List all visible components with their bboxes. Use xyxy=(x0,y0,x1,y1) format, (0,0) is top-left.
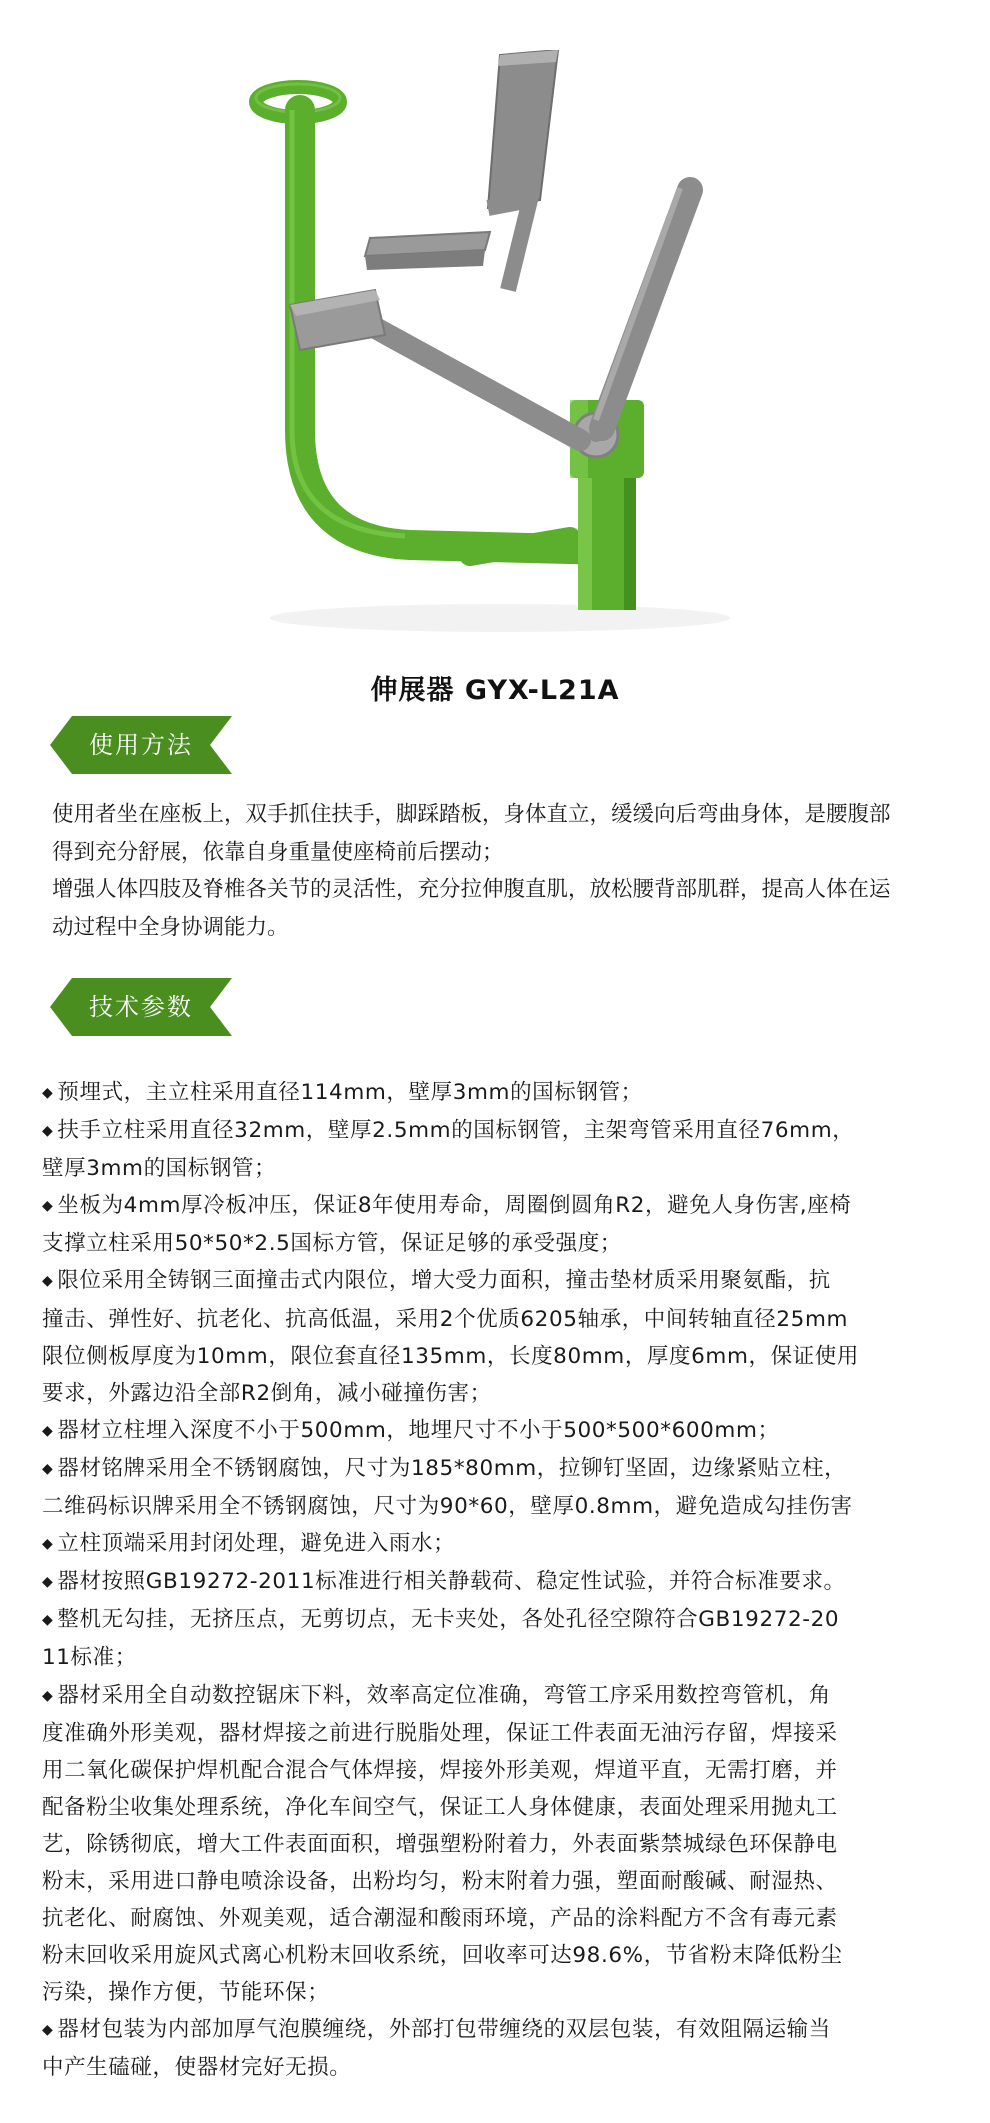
spec-line xyxy=(42,1639,962,1676)
spec-line xyxy=(42,1601,962,1639)
usage-line: 动过程中全身协调能力。 xyxy=(52,914,289,940)
bullet-icon: ◆ xyxy=(42,1574,54,1591)
spec-line xyxy=(42,1412,962,1450)
spec-line xyxy=(42,1563,962,1601)
spec-text: 艺，除锈彻底，增大工件表面面积，增强塑粉附着力，外表面紫禁城绿色环保静电 xyxy=(42,1831,838,1857)
bullet-icon: ◆ xyxy=(42,1536,54,1553)
spec-line xyxy=(42,1789,962,1826)
bullet-icon: ◆ xyxy=(42,1198,54,1215)
spec-text: 器材采用全自动数控锯床下料，效率高定位准确，弯管工序采用数控弯管机，角 xyxy=(57,1682,831,1708)
spec-line xyxy=(42,1900,962,1937)
spec-text: 限位侧板厚度为10mm，限位套直径135mm，长度80mm，厚度6mm，保证使用 xyxy=(42,1343,859,1369)
spec-text: 器材包装为内部加厚气泡膜缠绕，外部打包带缠绕的双层包装，有效阻隔运输当 xyxy=(57,2017,831,2043)
usage-line: 使用者坐在座板上，双手抓住扶手，脚踩踏板，身体直立，缓缓向后弯曲身体，是腰腹部 xyxy=(52,802,891,827)
spec-text: 器材铭牌采用全不锈钢腐蚀，尺寸为185*80mm，拉铆钉坚固，边缘紧贴立柱， xyxy=(57,1455,847,1481)
spec-line xyxy=(42,1863,962,1900)
spec-text: 坐板为4mm厚冷板冲压，保证8年使用寿命，周圈倒圆角R2，避免人身伤害,座椅 xyxy=(57,1193,852,1219)
specs-list xyxy=(42,1074,962,2087)
product-image xyxy=(240,50,760,640)
section-tab-specs xyxy=(50,978,232,1036)
spec-line xyxy=(42,1677,962,1715)
spec-text: 抗老化、耐腐蚀、外观美观，适合潮湿和酸雨环境，产品的涂料配方不含有毒元素 xyxy=(42,1906,838,1932)
spec-line xyxy=(42,1974,962,2011)
spec-line xyxy=(42,1450,962,1488)
bullet-icon: ◆ xyxy=(42,1460,54,1477)
spec-line xyxy=(42,1074,962,1112)
usage-line: 增强人体四肢及脊椎各关节的灵活性，充分拉伸腹直肌，放松腰背部肌群，提高人体在运 xyxy=(52,877,891,902)
spec-line xyxy=(42,1715,962,1752)
bullet-icon: ◆ xyxy=(42,2022,54,2039)
spec-line xyxy=(42,1826,962,1863)
spec-text: 配备粉尘收集处理系统，净化车间空气，保证工人身体健康，表面处理采用抛丸工 xyxy=(42,1794,838,1820)
spec-text: 用二氧化碳保护焊机配合混合气体焊接，焊接外形美观，焊道平直，无需打磨，并 xyxy=(42,1757,838,1783)
spec-line xyxy=(42,1112,962,1150)
spec-text: 中产生磕碰，使器材完好无损。 xyxy=(42,2055,352,2081)
backrest xyxy=(488,50,558,208)
usage-text xyxy=(52,796,952,946)
bullet-icon: ◆ xyxy=(42,1612,54,1629)
spec-text: 要求，外露边沿全部R2倒角，减小碰撞伤害； xyxy=(42,1380,492,1406)
spec-text: 器材按照GB19272-2011标准进行相关静载荷、稳定性试验，并符合标准要求。 xyxy=(57,1569,846,1595)
spec-line xyxy=(42,1225,962,1262)
spec-text: 立柱顶端采用封闭处理，避免进入雨水； xyxy=(57,1531,456,1557)
spec-line xyxy=(42,1150,962,1187)
spec-text: 二维码标识牌采用全不锈钢腐蚀，尺寸为90*60，壁厚0.8mm，避免造成勾挂伤害 xyxy=(42,1494,853,1520)
spec-line xyxy=(42,1338,962,1375)
spec-text: 粉末回收采用旋风式离心机粉末回收系统，回收率可达98.6%，节省粉末降低粉尘 xyxy=(42,1943,843,1969)
spec-line xyxy=(42,2011,962,2049)
spec-line xyxy=(42,1187,962,1225)
section-tab-usage xyxy=(50,716,232,774)
section-tab-label: 使用方法 xyxy=(89,731,193,759)
bullet-icon: ◆ xyxy=(42,1273,54,1290)
usage-line: 得到充分舒展，依靠自身重量使座椅前后摆动； xyxy=(52,839,504,865)
product-title: 伸展器 GYX-L21A xyxy=(370,675,620,706)
bullet-icon: ◆ xyxy=(42,1422,54,1439)
spec-line xyxy=(42,2049,962,2086)
spec-text: 污染，操作方便，节能环保； xyxy=(42,1980,330,2006)
bullet-icon: ◆ xyxy=(42,1687,54,1704)
spec-text: 壁厚3mm的国标钢管； xyxy=(42,1156,277,1182)
spec-line xyxy=(42,1488,962,1525)
spec-text: 扶手立柱采用直径32mm，壁厚2.5mm的国标钢管，主架弯管采用直径76mm， xyxy=(57,1118,855,1144)
spec-text: 限位采用全铸钢三面撞击式内限位，增大受力面积，撞击垫材质采用聚氨酯，抗 xyxy=(57,1268,831,1294)
bullet-icon: ◆ xyxy=(42,1123,54,1140)
spec-text: 度准确外形美观，器材焊接之前进行脱脂处理，保证工件表面无油污存留，焊接采 xyxy=(42,1720,838,1746)
spec-text: 撞击、弹性好、抗老化、抗高低温，采用2个优质6205轴承，中间转轴直径25mm xyxy=(42,1306,849,1332)
section-tab-label: 技术参数 xyxy=(89,993,193,1021)
spec-text: 预埋式，主立柱采用直径114mm，壁厚3mm的国标钢管； xyxy=(57,1080,643,1105)
spec-line xyxy=(42,1262,962,1300)
spec-line xyxy=(42,1752,962,1789)
spec-text: 粉末，采用进口静电喷涂设备，出粉均匀，粉末附着力强，塑面耐酸碱、耐湿热、 xyxy=(42,1868,838,1894)
spec-text: 整机无勾挂，无挤压点，无剪切点，无卡夹处，各处孔径空隙符合GB19272-20 xyxy=(57,1607,840,1633)
spec-line xyxy=(42,1301,962,1338)
spec-line xyxy=(42,1525,962,1563)
bullet-icon: ◆ xyxy=(42,1085,54,1101)
spec-line xyxy=(42,1375,962,1412)
spec-text: 11标准； xyxy=(42,1645,137,1671)
spec-line xyxy=(42,1937,962,1974)
spec-text: 支撑立柱采用50*50*2.5国标方管，保证足够的承受强度； xyxy=(42,1231,622,1257)
spec-text: 器材立柱埋入深度不小于500mm，地埋尺寸不小于500*500*600mm； xyxy=(57,1417,780,1443)
